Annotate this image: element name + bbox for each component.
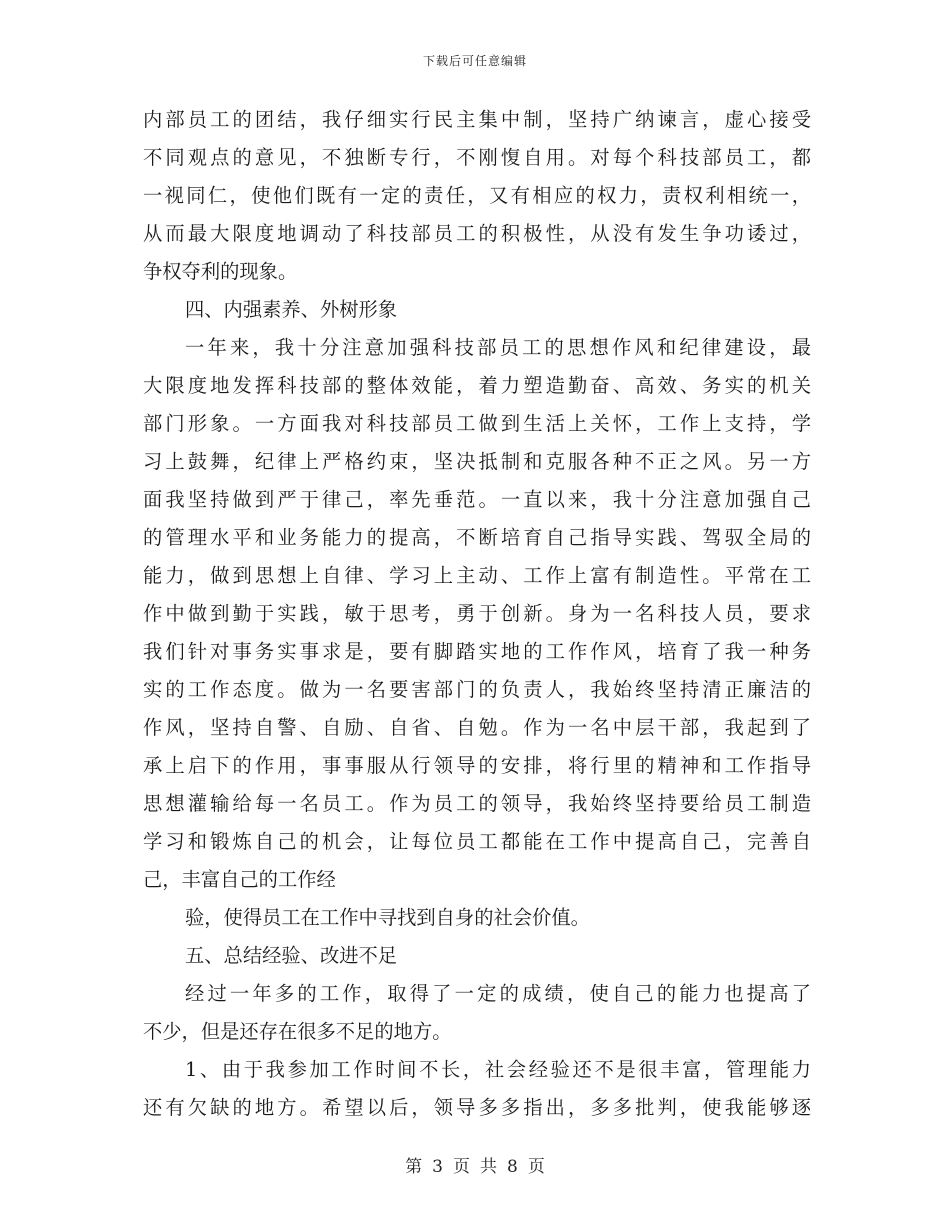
text-line: 不同观点的意见，不独断专行，不刚愎自用。对每个科技部员工，都: [143, 146, 811, 169]
text-line: 四、内强素养、外树形象: [185, 298, 398, 321]
text-line: 一视同仁，使他们既有一定的责任，又有相应的权力，责权利相统一，: [143, 184, 811, 207]
footer-page-label-2: 页: [527, 1157, 545, 1177]
text-line: 大限度地发挥科技部的整体效能，着力塑造勤奋、高效、务实的机关: [143, 374, 811, 397]
text-line: 实的工作态度。做为一名要害部门的负责人，我始终坚持清正廉洁的: [143, 678, 811, 701]
text-line: 己，丰富自己的工作经: [143, 868, 336, 891]
footer-total-label: 共: [480, 1157, 497, 1177]
text-line: 作中做到勤于实践，敏于思考，勇于创新。身为一名科技人员，要求: [143, 602, 811, 625]
text-line: 学习和锻炼自己的机会，让每位员工都能在工作中提高自己，完善自: [143, 830, 811, 853]
footer-prefix: 第: [405, 1157, 423, 1177]
text-line: 争权夺利的现象。: [143, 260, 298, 283]
text-line: 部门形象。一方面我对科技部员工做到生活上关怀，工作上支持，学: [143, 412, 811, 435]
total-pages-number: 8: [507, 1157, 518, 1177]
footer-page-label: 页: [453, 1157, 470, 1177]
page-header: 下载后可任意编辑: [422, 54, 527, 68]
text-line: 五、总结经验、改进不足: [185, 944, 398, 967]
text-line: 还有欠缺的地方。希望以后，领导多多指出，多多批判，使我能够逐: [143, 1096, 811, 1119]
text-line: 验，使得员工在工作中寻找到自身的社会价值。: [185, 906, 590, 929]
text-line: 从而最大限度地调动了科技部员工的积极性，从没有发生争功诿过，: [143, 222, 811, 245]
text-line: 经过一年多的工作，取得了一定的成绩，使自己的能力也提高了: [185, 982, 811, 1005]
text-line: 习上鼓舞，纪律上严格约束，坚决抵制和克服各种不正之风。另一方: [143, 450, 811, 473]
text-line: 我们针对事务实事求是，要有脚踏实地的工作作风，培育了我一种务: [143, 640, 811, 663]
text-line: 内部员工的团结，我仔细实行民主集中制，坚持广纳谏言，虚心接受: [143, 108, 811, 131]
current-page-number: 3: [432, 1157, 443, 1177]
text-line: 作风，坚持自警、自励、自省、自勉。作为一名中层干部，我起到了: [143, 716, 811, 739]
page-footer: [0, 1152, 950, 1177]
document-body: [143, 101, 811, 1127]
text-line: 不少，但是还存在很多不足的地方。: [143, 1020, 452, 1043]
text-line: 1、由于我参加工作时间不长，社会经验还不是很丰富，管理能力: [185, 1058, 811, 1081]
text-line: 的管理水平和业务能力的提高，不断培育自己指导实践、驾驭全局的: [143, 526, 811, 549]
text-line: 能力，做到思想上自律、学习上主动、工作上富有制造性。平常在工: [143, 564, 811, 587]
text-line: 面我坚持做到严于律己，率先垂范。一直以来，我十分注意加强自己: [143, 488, 811, 511]
text-line: 一年来，我十分注意加强科技部员工的思想作风和纪律建设，最: [185, 336, 811, 359]
text-line: 思想灌输给每一名员工。作为员工的领导，我始终坚持要给员工制造: [143, 792, 811, 815]
text-line: 承上启下的作用，事事服从行领导的安排，将行里的精神和工作指导: [143, 754, 811, 777]
